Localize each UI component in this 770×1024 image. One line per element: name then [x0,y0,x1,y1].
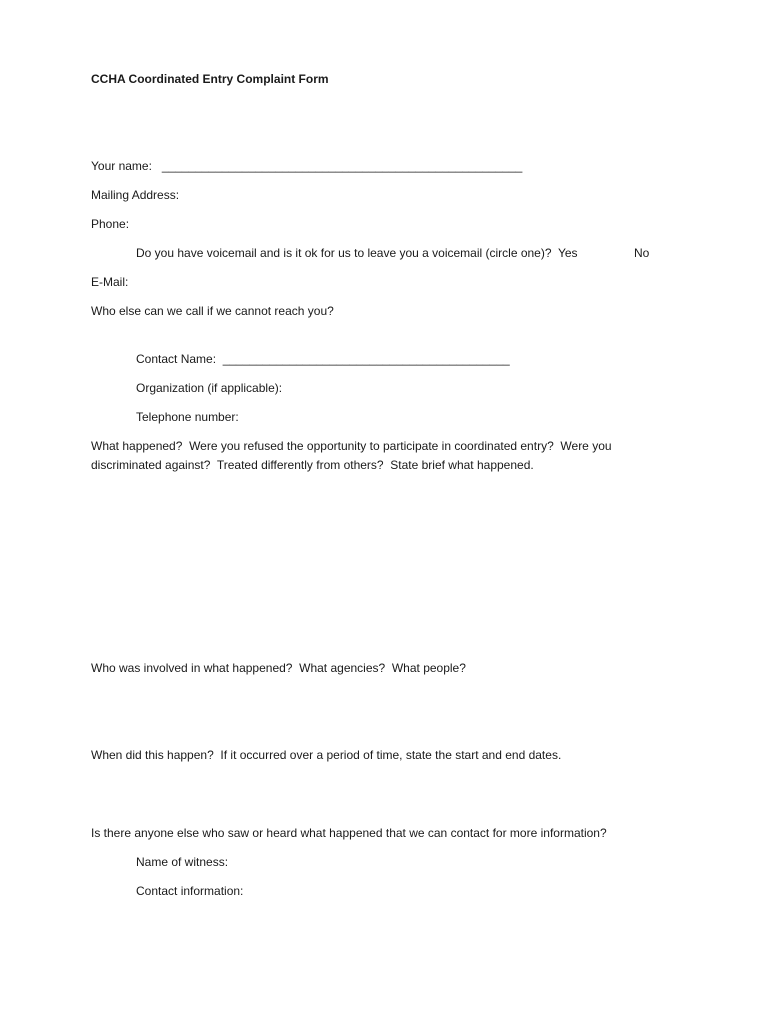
form-title: CCHA Coordinated Entry Complaint Form [91,72,329,86]
witness-name-label: Name of witness: [136,855,229,869]
your-name-field: Your name: ______________________________________________________ [91,159,523,173]
witness-contact-label: Contact information: [136,884,244,898]
who-else-question: Who else can we call if we cannot reach you? [91,304,334,318]
what-happened-line-2: discriminated against? Treated differently from others? State brief what happened. [91,458,534,472]
when-happen-question: When did this happen? If it occurred over a period of time, state the start and end dates. [91,748,562,762]
voicemail-no-option: No [634,246,650,260]
mailing-address-label: Mailing Address: [91,188,180,202]
organization-label: Organization (if applicable): [136,381,283,395]
who-involved-question: Who was involved in what happened? What agencies? What people? [91,661,466,675]
phone-label: Phone: [91,217,130,231]
telephone-label: Telephone number: [136,410,239,424]
contact-name-field: Contact Name: ___________________________________________ [136,352,510,366]
email-label: E-Mail: [91,275,129,289]
what-happened-line-1: What happened? Were you refused the opportunity to participate in coordinated entry? Were you [91,439,612,453]
voicemail-question: Do you have voicemail and is it ok for us to leave you a voicemail (circle one)? Yes [136,246,578,260]
witness-question: Is there anyone else who saw or heard what happened that we can contact for more information? [91,826,607,840]
